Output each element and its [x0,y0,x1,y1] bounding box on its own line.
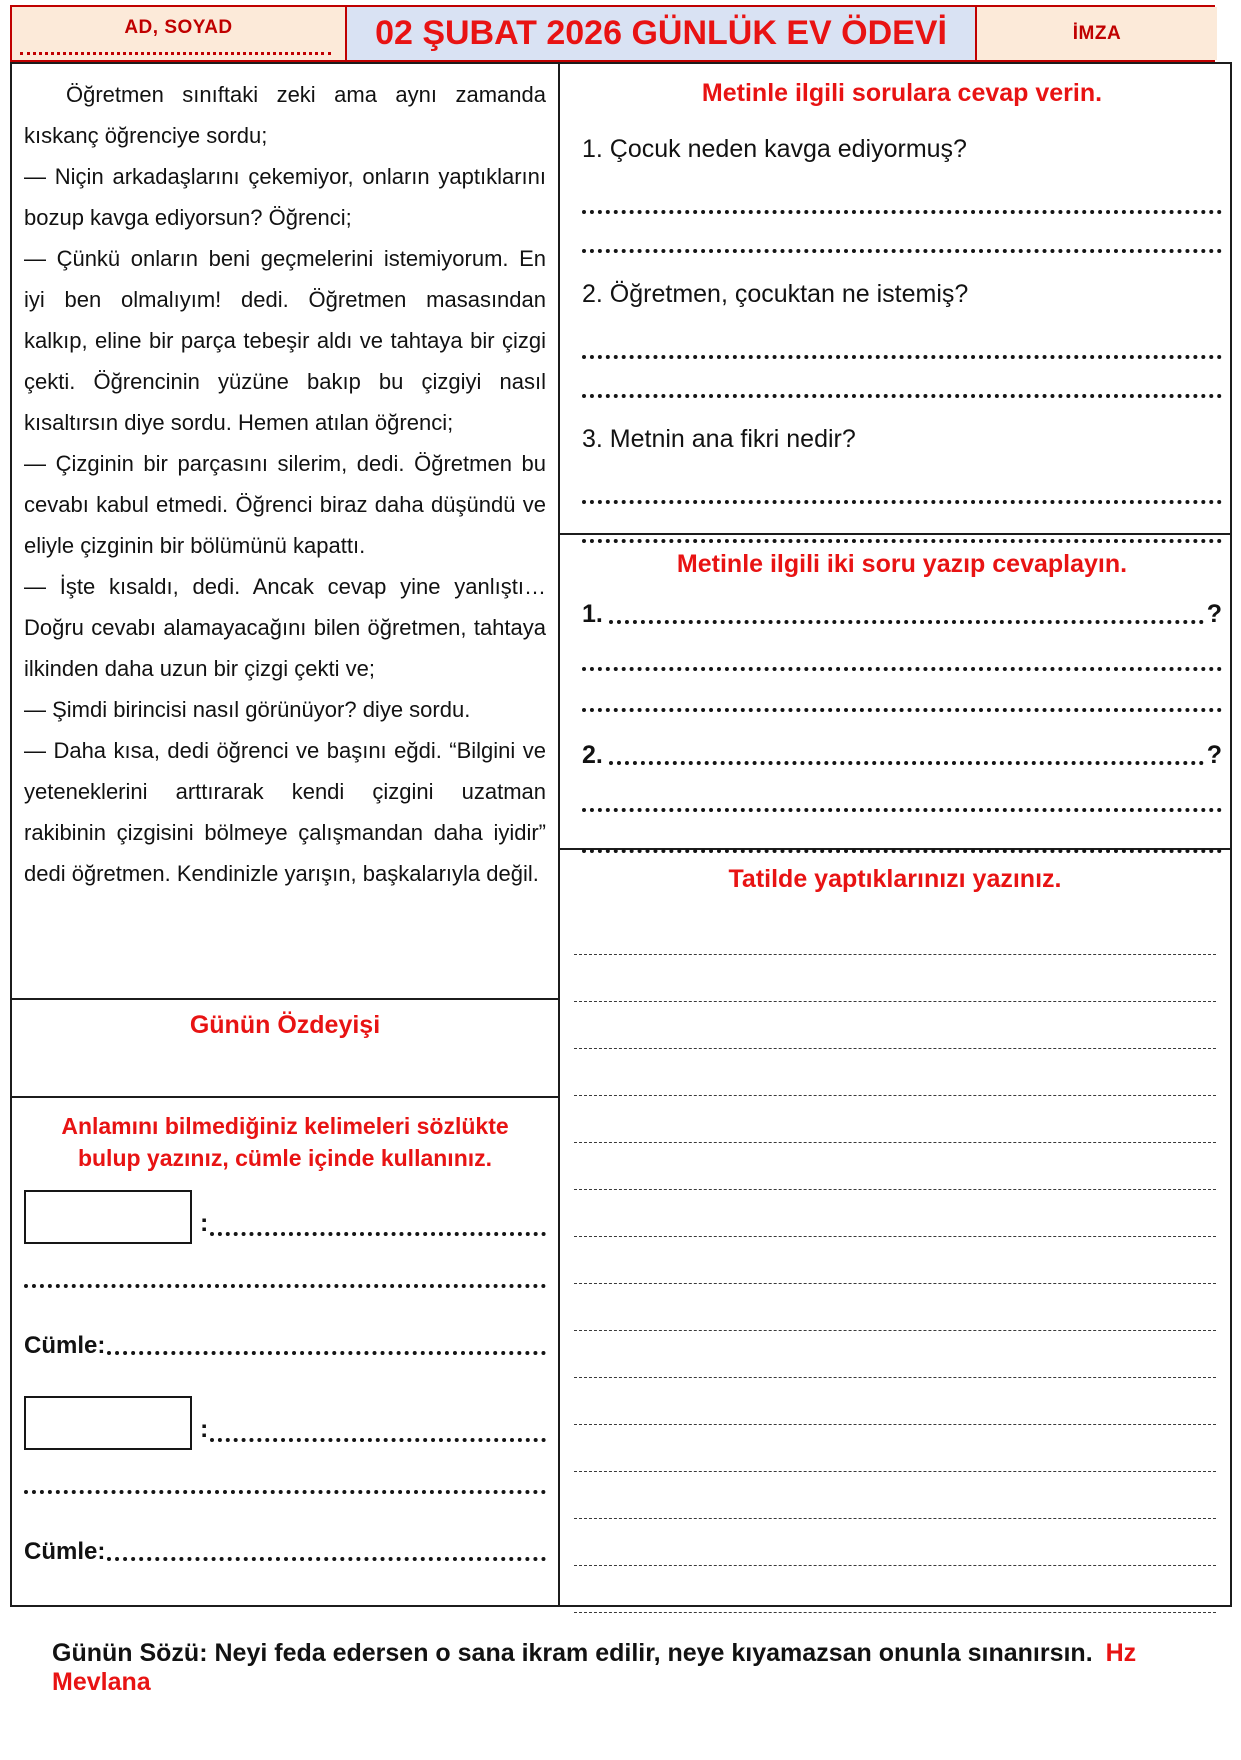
definition-dotted-line[interactable] [210,1232,546,1236]
definition-dotted-line[interactable] [210,1438,546,1442]
writing-line[interactable] [574,1237,1216,1284]
left-column [12,64,560,1605]
answer-dotted-line[interactable] [582,808,1222,812]
worksheet-header [10,5,1215,62]
writing-line[interactable] [574,1331,1216,1378]
question-text: 3. Metnin ana fikri nedir? [582,425,856,453]
footer-quote [52,1639,1232,1697]
write-questions-title: Metinle ilgili iki soru yazıp cevaplayın. [676,550,1128,578]
footer-quote-text: Neyi feda edersen o sana ikram edilir, neye kıyamazsan onunla sınanırsın. [214,1639,1093,1667]
writing-line[interactable] [574,1472,1216,1519]
holiday-writing-lines [574,908,1216,1613]
name-label: AD, SOYAD [124,16,233,38]
answer-dotted-line[interactable] [582,667,1222,671]
sentence-label: Cümle: [24,1332,106,1359]
question-block [582,424,1222,543]
writing-line[interactable] [574,1002,1216,1049]
reading-passage [12,64,558,998]
worksheet-body [10,62,1232,1607]
writing-line[interactable] [574,1096,1216,1143]
page-title: 02 ŞUBAT 2026 GÜNLÜK EV ÖDEVİ [375,14,947,52]
answer-dotted-line[interactable] [582,249,1222,253]
word-colon: : [200,1209,209,1237]
name-dotted-line[interactable] [20,52,331,55]
word-entry-row [24,1190,546,1244]
write-question-block [582,599,1222,712]
write-questions-section [560,535,1230,850]
writing-line[interactable] [574,955,1216,1002]
word-entry-row [24,1396,546,1450]
sentence-dotted-line[interactable] [107,1557,546,1561]
passage-paragraph: — Çünkü onların beni geçmelerini istemiyorum. En iyi ben olmalıyım! dedi. Öğretmen masasından kalkıp, eline bir parça tebeşir aldı ve tahtaya bir çizgi çekti. Öğrencinin yüzüne bakıp bu çizgiyi nasıl kısaltırsın diye sordu. Hemen atılan öğrenci; [24,246,546,435]
word-colon: : [200,1415,209,1443]
passage-paragraph: — Çizginin bir parçasını silerim, dedi. Öğretmen bu cevabı kabul etmedi. Öğrenci biraz daha düşündü ve eliyle çizginin bir bölümünü kapattı. [24,451,546,558]
writing-line[interactable] [574,1284,1216,1331]
question-dotted-line[interactable] [609,761,1204,765]
write-question-block [582,740,1222,853]
text-questions-title: Metinle ilgili sorulara cevap verin. [701,79,1103,107]
word-input-box[interactable] [24,1190,192,1244]
question-text: 1. Çocuk neden kavga ediyormuş? [582,135,967,163]
sentence-row [24,1536,546,1566]
definition-dotted-line[interactable] [24,1284,546,1288]
footer-quote-label: Günün Sözü: [52,1639,208,1667]
answer-dotted-line[interactable] [582,210,1222,214]
question-leader-row [582,599,1222,629]
question-block [582,279,1222,398]
sentence-label: Cümle: [24,1538,106,1565]
signature-cell [977,7,1217,60]
quote-of-day-title: Günün Özdeyişi [189,1011,381,1039]
writing-line[interactable] [574,1049,1216,1096]
word-input-box[interactable] [24,1396,192,1450]
name-field-cell [12,7,345,60]
right-column [560,64,1230,1605]
quote-writing-space[interactable] [12,1040,558,1090]
footer-quote-author: Hz Mevlana [52,1639,1137,1696]
writing-line[interactable] [574,908,1216,955]
answer-dotted-line[interactable] [582,355,1222,359]
writing-line[interactable] [574,1143,1216,1190]
question-mark: ? [1206,741,1222,769]
worksheet-title-cell [345,7,977,60]
answer-dotted-line[interactable] [582,500,1222,504]
signature-label: İMZA [1072,22,1122,44]
text-questions-section [560,64,1230,535]
writing-line[interactable] [574,1566,1216,1613]
answer-dotted-line[interactable] [582,708,1222,712]
writing-line[interactable] [574,1519,1216,1566]
passage-paragraph: — İşte kısaldı, dedi. Ancak cevap yine yanlıştı… Doğru cevabı alamayacağını bilen öğretmen, tahtaya ilkinden daha uzun bir çizgi çekti ve; [24,574,546,681]
question-number: 1. [582,600,603,628]
passage-paragraph: — Daha kısa, dedi öğrenci ve başını eğdi. “Bilgini ve yeteneklerini arttırarak kendi çizgini uzatman rakibinin çizgisini bölmeye çalışmandan daha iyidir” dedi öğretmen. Kendinizle yarışın, başkalarıyla değil. [24,738,546,886]
writing-line[interactable] [574,1190,1216,1237]
question-dotted-line[interactable] [609,620,1204,624]
holiday-writing-title: Tatilde yaptıklarınızı yazınız. [728,865,1062,893]
question-number: 2. [582,741,603,769]
quote-of-day-box [12,998,558,1098]
question-text: 2. Öğretmen, çocuktan ne istemiş? [582,280,969,308]
holiday-writing-section [560,850,1230,1613]
writing-line[interactable] [574,1425,1216,1472]
passage-paragraph: — Niçin arkadaşlarını çekemiyor, onların yaptıklarını bozup kavga ediyorsun? Öğrenci; [24,164,546,230]
writing-line[interactable] [574,1378,1216,1425]
question-mark: ? [1206,600,1222,628]
question-block [582,134,1222,253]
vocabulary-title: Anlamını bilmediğiniz kelimeleri sözlükte bulup yazınız, cümle içinde kullanınız. [61,1113,509,1171]
vocabulary-section [12,1098,558,1605]
definition-dotted-line[interactable] [24,1490,546,1494]
question-leader-row [582,740,1222,770]
passage-paragraph: Öğretmen sınıftaki zeki ama aynı zamanda kıskanç öğrenciye sordu; [24,82,546,148]
passage-paragraph: — Şimdi birincisi nasıl görünüyor? diye sordu. [24,697,471,722]
answer-dotted-line[interactable] [582,394,1222,398]
sentence-row [24,1330,546,1360]
worksheet-page [10,5,1232,1697]
sentence-dotted-line[interactable] [107,1351,546,1355]
